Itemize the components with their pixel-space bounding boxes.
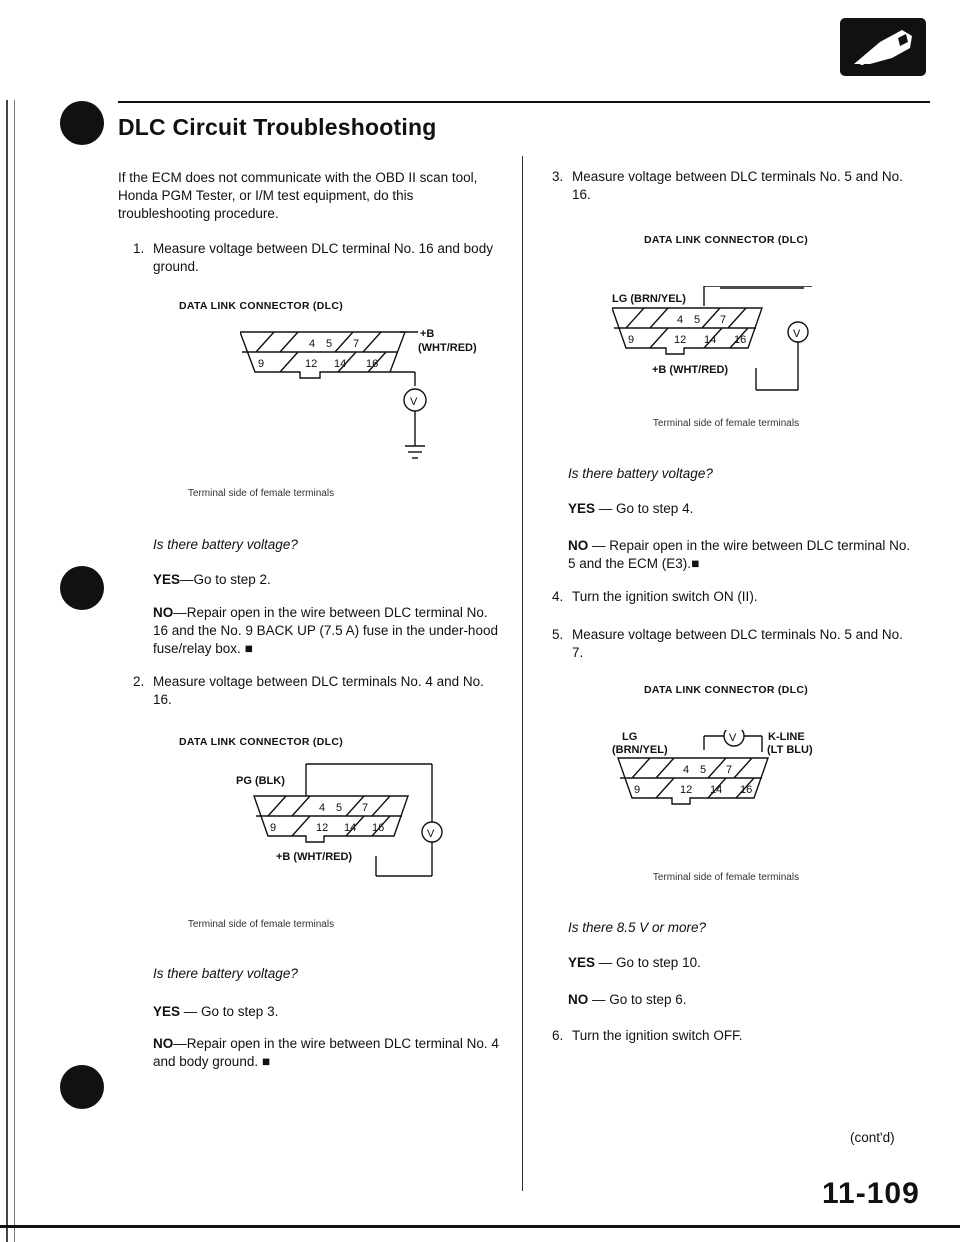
terminal-caption-3: Terminal side of female terminals [652, 418, 800, 429]
pin-9: 9 [270, 822, 277, 834]
pin-7: 7 [720, 314, 727, 326]
answer-1-no: NO—Repair open in the wire between DLC terminal No. 16 and the No. 9 BACK UP (7.5 A) fuse in the under-hood fuse/relay box. ■ [153, 605, 498, 656]
page-title: DLC Circuit Troubleshooting [118, 114, 437, 140]
pin-7: 7 [726, 764, 733, 776]
pin-16: 16 [372, 822, 385, 834]
answer-1-yes: YES—Go to step 2. [153, 572, 271, 587]
terminal-caption-2: Terminal side of female terminals [187, 919, 335, 930]
pin-16: 16 [740, 784, 753, 796]
wire-label-lg-brn-yel: LG (BRN/YEL) [612, 293, 686, 305]
pin-12: 12 [674, 334, 687, 346]
connector-caption-2: DATA LINK CONNECTOR (DLC) [178, 736, 343, 748]
wire-label-b: +B [420, 328, 435, 340]
pin-16: 16 [734, 334, 747, 346]
answer-2-no: NO—Repair open in the wire between DLC terminal No. 4 and body ground. ■ [153, 1036, 499, 1069]
pin-9: 9 [258, 358, 265, 370]
intro-paragraph: If the ECM does not communicate with the OBD II scan tool, Honda PGM Tester, or I/M test equipment, do this troubleshooting procedure. [118, 170, 478, 221]
pin-4: 4 [683, 764, 690, 776]
step-1-text: Measure voltage between DLC terminal No. 16 and body ground. [153, 241, 493, 274]
connector-caption-5: DATA LINK CONNECTOR (DLC) [643, 684, 808, 696]
voltmeter-icon: V [427, 828, 435, 840]
wire-label-lg: LG [622, 731, 638, 743]
dlc-diagram-step3 [612, 286, 872, 396]
voltmeter-icon: V [729, 732, 737, 744]
pin-7: 7 [362, 802, 369, 814]
pin-5: 5 [326, 338, 333, 350]
dlc-diagram-step5 [612, 730, 872, 830]
column-divider [522, 156, 523, 1191]
margin-dot-3 [60, 1065, 104, 1109]
answer-5-yes: YES — Go to step 10. [568, 955, 701, 970]
question-1: Is there battery voltage? [153, 537, 298, 552]
answer-3-yes: YES — Go to step 4. [568, 501, 694, 516]
terminal-caption-1: Terminal side of female terminals [187, 488, 335, 499]
answer-2-yes: YES — Go to step 3. [153, 1004, 279, 1019]
step-3-number: 3. [552, 169, 564, 184]
pin-12: 12 [316, 822, 329, 834]
margin-dot-2 [60, 566, 104, 610]
pin-14: 14 [344, 822, 357, 834]
pin-14: 14 [710, 784, 723, 796]
connector-caption-1: DATA LINK CONNECTOR (DLC) [178, 300, 343, 312]
dlc-diagram-step2 [236, 760, 496, 880]
pin-14: 14 [704, 334, 717, 346]
wire-label-brn-yel: (BRN/YEL) [612, 744, 668, 756]
wire-label-wht-red: (WHT/RED) [418, 342, 477, 354]
wire-label-k-line: K-LINE [768, 731, 805, 743]
pin-7: 7 [353, 338, 360, 350]
step-5-number: 5. [552, 627, 564, 642]
connector-caption-3: DATA LINK CONNECTOR (DLC) [643, 234, 808, 246]
wire-label-b-wht-red: +B (WHT/RED) [652, 364, 729, 376]
left-margin-line-2 [14, 100, 15, 1242]
pin-5: 5 [700, 764, 707, 776]
corner-logo [840, 18, 926, 76]
pin-4: 4 [309, 338, 316, 350]
step-3-text: Measure voltage between DLC terminals No. 5 and No. 16. [572, 169, 903, 202]
footer-rule [0, 1225, 960, 1228]
answer-3-no: NO — Repair open in the wire between DLC terminal No. 5 and the ECM (E3).■ [568, 538, 911, 571]
wire-label-b-wht-red: +B (WHT/RED) [276, 851, 353, 863]
dlc-diagram-step1 [240, 328, 500, 478]
question-5: Is there 8.5 V or more? [568, 920, 707, 935]
terminal-caption-5: Terminal side of female terminals [652, 872, 800, 883]
voltmeter-icon: V [410, 396, 418, 408]
pin-14: 14 [334, 358, 347, 370]
step-5-text: Measure voltage between DLC terminals No. 5 and No. 7. [572, 627, 903, 660]
page-number: 11-109 [822, 1177, 920, 1210]
step-2-number: 2. [133, 674, 145, 689]
pin-12: 12 [305, 358, 318, 370]
step-1-number: 1. [133, 241, 145, 256]
left-margin-line [6, 100, 8, 1242]
step-6-text: Turn the ignition switch OFF. [572, 1028, 743, 1043]
pin-5: 5 [694, 314, 701, 326]
pin-16: 16 [366, 358, 379, 370]
pin-9: 9 [628, 334, 635, 346]
wire-label-pg-blk: PG (BLK) [236, 775, 285, 787]
continued-label: (cont'd) [850, 1130, 895, 1145]
wire-label-lt-blu: (LT BLU) [767, 744, 813, 756]
question-2: Is there battery voltage? [153, 966, 298, 981]
pin-5: 5 [336, 802, 343, 814]
pin-12: 12 [680, 784, 693, 796]
margin-dot-1 [60, 101, 104, 145]
voltmeter-icon: V [793, 328, 801, 340]
step-6-number: 6. [552, 1028, 564, 1043]
pin-4: 4 [319, 802, 326, 814]
answer-5-no: NO — Go to step 6. [568, 992, 687, 1007]
header-rule [118, 101, 930, 103]
step-4-text: Turn the ignition switch ON (II). [572, 589, 758, 604]
question-3: Is there battery voltage? [568, 466, 713, 481]
pin-9: 9 [634, 784, 641, 796]
step-4-number: 4. [552, 589, 564, 604]
step-2-text: Measure voltage between DLC terminals No. 4 and No. 16. [153, 674, 484, 707]
pin-4: 4 [677, 314, 684, 326]
